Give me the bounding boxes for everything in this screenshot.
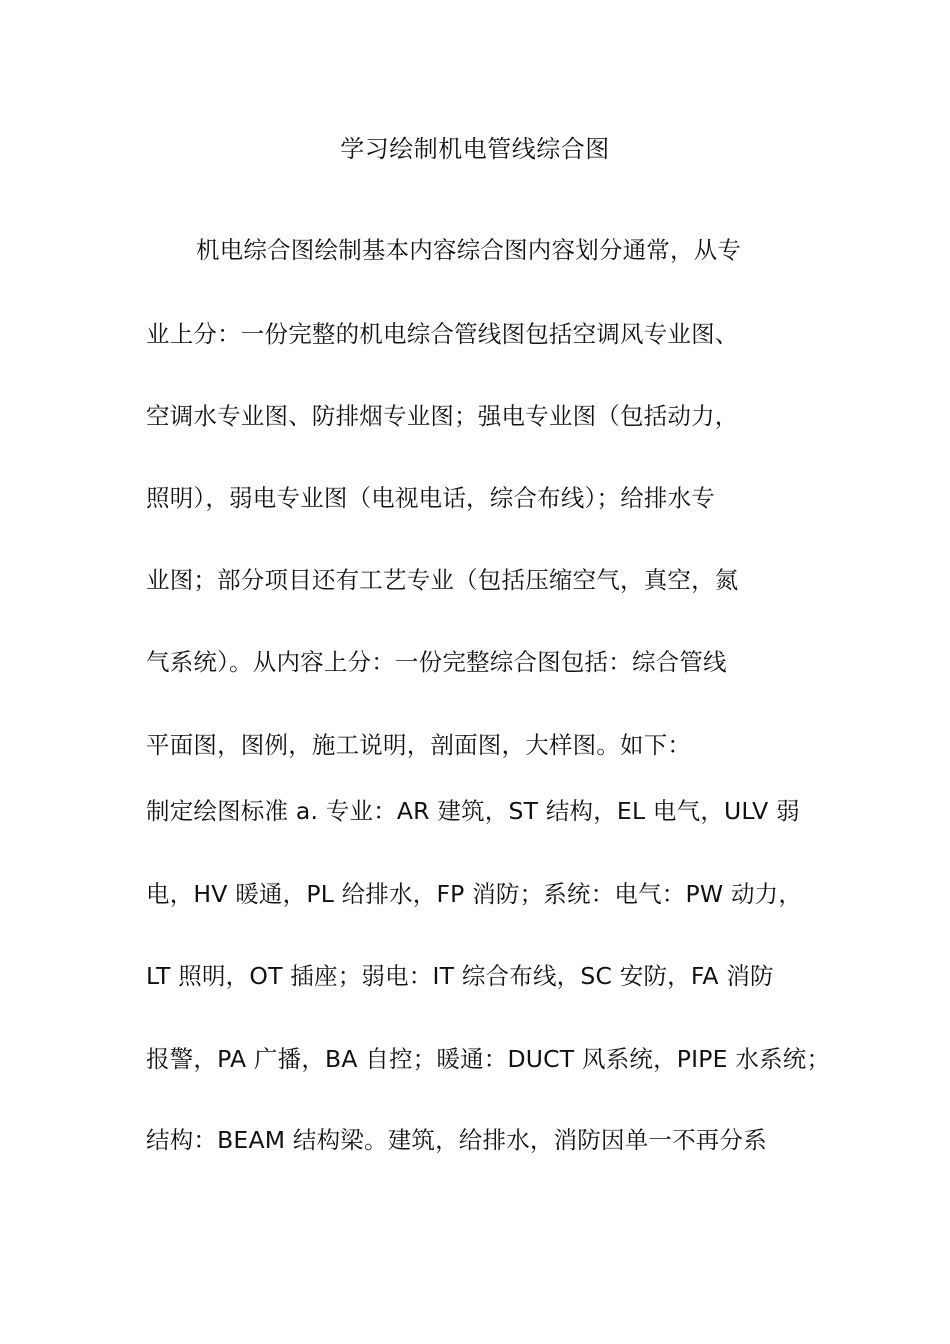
paragraph-line: 气系统）。从内容上分：一份完整综合图包括：综合管线	[146, 648, 727, 676]
paragraph-line: 业上分：一份完整的机电综合管线图包括空调风专业图、	[146, 320, 739, 348]
paragraph-line: 业图；部分项目还有工艺专业（包括压缩空气，真空，氮	[146, 566, 739, 594]
paragraph-line: 电，HV 暖通，PL 给排水，FP 消防；系统：电气：PW 动力，	[146, 880, 803, 908]
paragraph-line: 照明），弱电专业图（电视电话，综合布线）；给排水专	[146, 484, 715, 512]
paragraph-line: LT 照明，OT 插座；弱电：IT 综合布线，SC 安防，FA 消防	[146, 962, 774, 990]
paragraph-line: 制定绘图标准 a. 专业：AR 建筑，ST 结构，EL 电气，ULV 弱	[146, 797, 800, 825]
paragraph-line: 空调水专业图、防排烟专业图；强电专业图（包括动力，	[146, 402, 739, 430]
document-title: 学习绘制机电管线综合图	[340, 135, 610, 163]
paragraph-line: 机电综合图绘制基本内容综合图内容划分通常，从专	[196, 236, 742, 264]
paragraph-line: 结构：BEAM 结构梁。建筑，给排水，消防因单一不再分系	[146, 1126, 767, 1154]
paragraph-line: 平面图，图例，施工说明，剖面图，大样图。如下：	[146, 731, 692, 759]
paragraph-line: 报警，PA 广播，BA 自控；暖通：DUCT 风系统，PIPE 水系统；	[146, 1045, 831, 1073]
